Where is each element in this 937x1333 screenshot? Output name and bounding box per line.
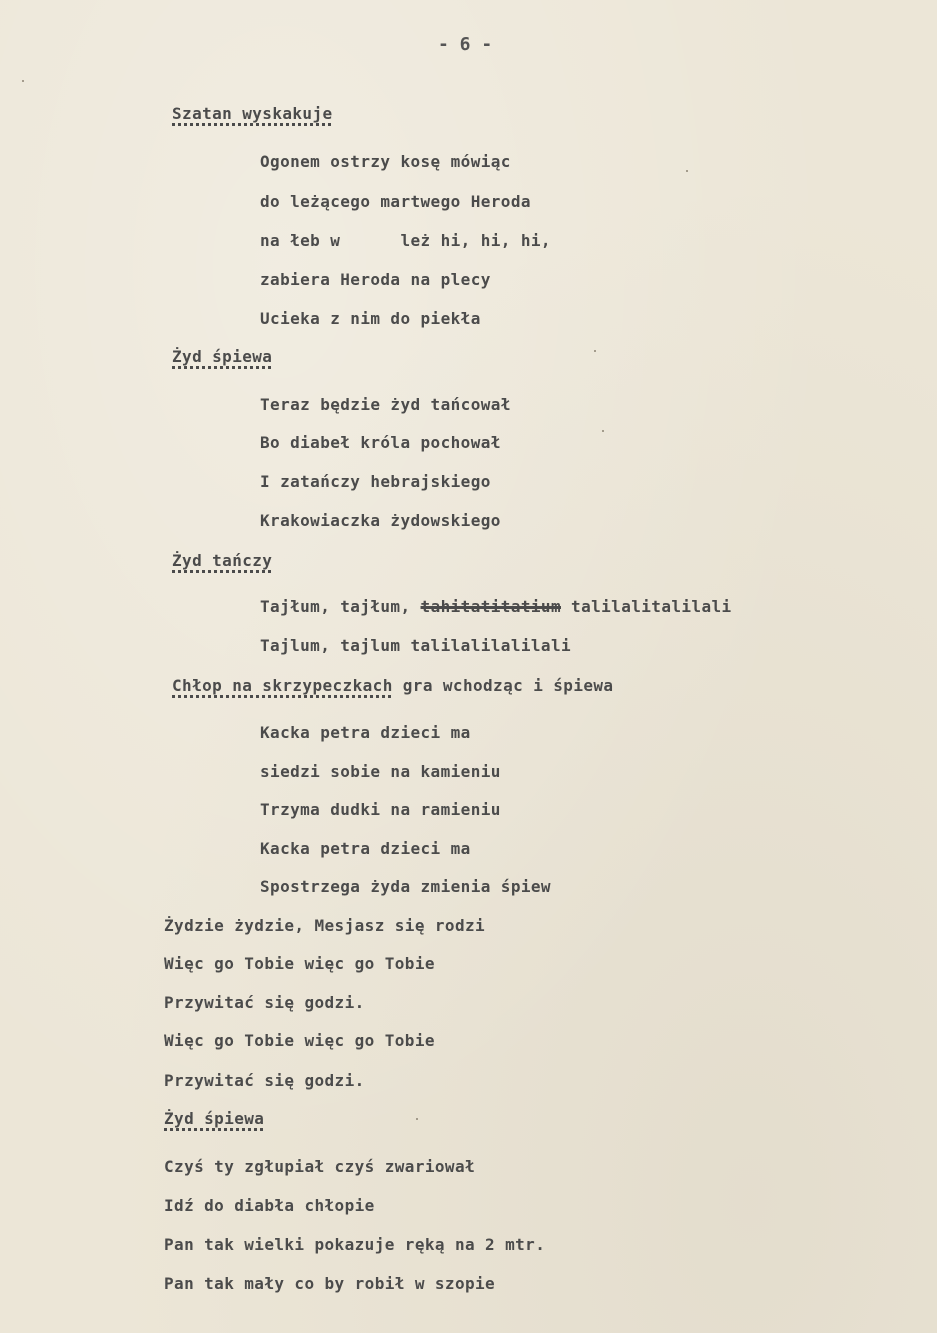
text-line: zabiera Heroda na plecy: [260, 270, 491, 289]
text-segment: talilalitalilali: [561, 597, 732, 616]
struck-text: tahitatitatium: [420, 597, 561, 616]
text-line: do leżącego martwego Heroda: [260, 192, 531, 211]
text-line: Przywitać się godzi.: [164, 993, 365, 1012]
paper-speck: [602, 430, 604, 432]
text-line: Tajlum, tajlum talilalilalilali: [260, 636, 572, 655]
text-line: Kacka petra dzieci ma: [260, 723, 471, 742]
text-line: Żydzie żydzie, Mesjasz się rodzi: [164, 916, 486, 935]
text-line: Pan tak mały co by robił w szopie: [164, 1274, 496, 1293]
text-line: Więc go Tobie więc go Tobie: [164, 1031, 435, 1050]
paper-speck: [22, 80, 24, 82]
text-line: Bo diabeł króla pochował: [260, 433, 501, 452]
text-line: Pan tak wielki pokazuje ręką na 2 mtr.: [164, 1235, 546, 1254]
paper-speck: [594, 350, 596, 352]
stage-direction-heading: Szatan wyskakuje: [172, 104, 333, 123]
text-line: Więc go Tobie więc go Tobie: [164, 954, 435, 973]
text-line: Kacka petra dzieci ma: [260, 839, 471, 858]
stage-direction-heading: Chłop na skrzypeczkach: [172, 676, 393, 695]
text-line: Przywitać się godzi.: [164, 1071, 365, 1090]
text-line: [172, 676, 613, 696]
page-number: - 6 -: [438, 34, 493, 55]
text-line: Teraz będzie żyd tańcował: [260, 395, 511, 414]
text-segment: Tajłum, tajłum,: [260, 597, 421, 616]
text-line: Idź do diabła chłopie: [164, 1196, 375, 1215]
text-line: siedzi sobie na kamieniu: [260, 762, 501, 781]
paper-speck: [686, 170, 688, 172]
stage-direction-heading: Żyd śpiewa: [172, 347, 273, 366]
text-line: [260, 597, 732, 617]
text-line: Ogonem ostrzy kosę mówiąc: [260, 152, 511, 171]
text-line: I zatańczy hebrajskiego: [260, 472, 491, 491]
text-line: Krakowiaczka żydowskiego: [260, 511, 501, 530]
paper-speck: [416, 1118, 418, 1120]
text-line: na łeb w leż hi, hi, hi,: [260, 231, 551, 250]
stage-direction-heading: Żyd śpiewa: [164, 1109, 265, 1128]
text-line: Trzyma dudki na ramieniu: [260, 800, 501, 819]
text-segment: gra wchodząc i śpiewa: [392, 676, 614, 695]
text-line: Ucieka z nim do piekła: [260, 309, 481, 328]
stage-direction-heading: Żyd tańczy: [172, 551, 273, 570]
text-line: Spostrzega żyda zmienia śpiew: [260, 877, 551, 896]
text-line: Czyś ty zgłupiał czyś zwariował: [164, 1157, 476, 1176]
